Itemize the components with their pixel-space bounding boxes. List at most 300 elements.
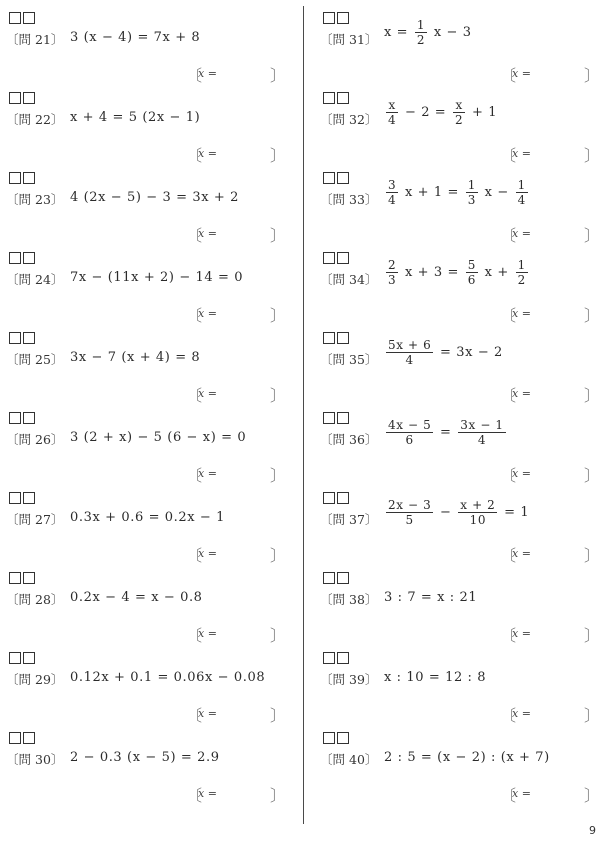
- answer-bracket-close: 〕: [269, 146, 286, 165]
- checkbox-second[interactable]: [337, 92, 349, 104]
- answer-field[interactable]: [500, 785, 600, 805]
- checkbox-first[interactable]: [323, 252, 335, 264]
- bracket-close: 〕: [364, 432, 378, 447]
- answer-bracket-close: 〕: [583, 546, 600, 565]
- check-boxes: [323, 332, 351, 344]
- answer-bracket-close: 〕: [583, 626, 600, 645]
- denominator: 4: [388, 113, 397, 127]
- answer-bracket-open: 〔: [186, 306, 203, 325]
- checkbox-second[interactable]: [23, 92, 35, 104]
- numerator: 3x − 1: [460, 418, 504, 432]
- bracket-open: 〔: [6, 752, 19, 767]
- check-boxes: [9, 492, 37, 504]
- checkbox-second[interactable]: [337, 252, 349, 264]
- fraction: [458, 498, 497, 527]
- equation-term: = 3x − 2: [435, 345, 503, 360]
- answer-bracket-close: 〕: [269, 466, 286, 485]
- problem-label: 問 32: [332, 112, 365, 127]
- checkbox-second[interactable]: [337, 12, 349, 24]
- checkbox-first[interactable]: [323, 332, 335, 344]
- problem-number: [320, 430, 377, 448]
- problem-number: [6, 270, 63, 288]
- equation-term: x + 3 =: [400, 265, 464, 280]
- answer-bracket-open: 〔: [500, 626, 517, 645]
- bracket-open: 〔: [6, 672, 19, 687]
- checkbox-first[interactable]: [323, 572, 335, 584]
- checkbox-first[interactable]: [9, 172, 21, 184]
- equation-term: x −: [479, 185, 514, 200]
- bracket-close: 〕: [364, 192, 378, 207]
- bracket-close: 〕: [364, 512, 378, 527]
- problem-number: [320, 510, 377, 528]
- check-boxes: [323, 412, 351, 424]
- problem-number: [320, 670, 377, 688]
- problem-label: 問 40: [332, 752, 365, 767]
- problem-label: 問 37: [332, 512, 365, 527]
- checkbox-first[interactable]: [9, 12, 21, 24]
- equation-term: −: [435, 505, 457, 520]
- problem-label: 問 25: [18, 352, 51, 367]
- check-boxes: [9, 332, 37, 344]
- answer-bracket-close: 〕: [583, 706, 600, 725]
- answer-bracket-close: 〕: [269, 786, 286, 805]
- denominator: 4: [517, 193, 526, 207]
- checkbox-second[interactable]: [337, 492, 349, 504]
- bracket-close: 〕: [50, 352, 64, 367]
- checkbox-first[interactable]: [9, 252, 21, 264]
- answer-bracket-close: 〕: [269, 626, 286, 645]
- checkbox-first[interactable]: [323, 12, 335, 24]
- problem-label: 問 35: [332, 352, 365, 367]
- fraction: [458, 418, 505, 447]
- bracket-open: 〔: [320, 272, 333, 287]
- equation-term: x : 10 = 12 : 8: [384, 670, 487, 685]
- bracket-open: 〔: [320, 672, 333, 687]
- answer-variable: x =: [512, 787, 531, 800]
- numerator: 2: [388, 258, 397, 272]
- problem-item: [320, 330, 610, 410]
- problem-number: [320, 750, 377, 768]
- problem-item: [320, 410, 610, 490]
- answer-field[interactable]: [186, 625, 286, 645]
- check-boxes: [9, 412, 37, 424]
- problem-item: [6, 330, 296, 410]
- bracket-close: 〕: [50, 272, 64, 287]
- equation: 3 (x − 4) = 7x + 8: [70, 30, 201, 45]
- checkbox-second[interactable]: [337, 652, 349, 664]
- bracket-close: 〕: [364, 32, 378, 47]
- problem-item: [6, 730, 296, 810]
- answer-variable: x =: [198, 307, 217, 320]
- answer-bracket-close: 〕: [269, 546, 286, 565]
- answer-variable: x =: [198, 227, 217, 240]
- problem-label: 問 26: [18, 432, 51, 447]
- denominator: 3: [388, 273, 397, 287]
- equation: x + 4 = 5 (2x − 1): [70, 110, 201, 125]
- numerator: 1: [416, 18, 426, 32]
- equation: 0.2x − 4 = x − 0.8: [70, 590, 203, 605]
- answer-bracket-open: 〔: [186, 66, 203, 85]
- denominator: 4: [388, 193, 397, 207]
- answer-bracket-open: 〔: [186, 146, 203, 165]
- equation-term: = 1: [499, 505, 530, 520]
- page-number: 9: [589, 824, 596, 837]
- bracket-close: 〕: [364, 272, 378, 287]
- answer-field[interactable]: [500, 465, 600, 485]
- bracket-open: 〔: [320, 192, 333, 207]
- equation: 2 − 0.3 (x − 5) = 2.9: [70, 750, 220, 765]
- equation-term: x − 3: [429, 25, 472, 40]
- checkbox-first[interactable]: [9, 572, 21, 584]
- bracket-close: 〕: [50, 512, 64, 527]
- answer-bracket-close: 〕: [583, 226, 600, 245]
- bracket-open: 〔: [6, 32, 19, 47]
- problem-label: 問 34: [332, 272, 365, 287]
- problem-item: [6, 10, 296, 90]
- fraction: [453, 98, 465, 127]
- answer-field[interactable]: [500, 705, 600, 725]
- numerator: 5: [467, 258, 476, 272]
- checkbox-first[interactable]: [323, 412, 335, 424]
- checkbox-first[interactable]: [323, 492, 335, 504]
- fraction: [516, 258, 528, 287]
- answer-variable: x =: [512, 467, 531, 480]
- numerator: x + 2: [460, 498, 496, 512]
- answer-bracket-close: 〕: [269, 306, 286, 325]
- checkbox-second[interactable]: [337, 332, 349, 344]
- answer-field[interactable]: [500, 65, 600, 85]
- column-divider: [303, 6, 304, 824]
- problem-number: [320, 590, 377, 608]
- checkbox-second[interactable]: [23, 732, 35, 744]
- bracket-close: 〕: [364, 752, 378, 767]
- answer-bracket-open: 〔: [500, 546, 517, 565]
- problem-item: [6, 410, 296, 490]
- problem-label: 問 33: [332, 192, 365, 207]
- answer-field[interactable]: [186, 145, 286, 165]
- answer-variable: x =: [512, 627, 531, 640]
- answer-variable: x =: [198, 627, 217, 640]
- check-boxes: [9, 12, 37, 24]
- checkbox-first[interactable]: [323, 732, 335, 744]
- problem-number: [6, 190, 63, 208]
- problem-label: 問 31: [332, 32, 365, 47]
- problem-number: [320, 350, 377, 368]
- checkbox-first[interactable]: [323, 172, 335, 184]
- problem-label: 問 28: [18, 592, 51, 607]
- checkbox-second[interactable]: [337, 172, 349, 184]
- answer-bracket-close: 〕: [583, 466, 600, 485]
- answer-bracket-open: 〔: [500, 386, 517, 405]
- denominator: 2: [416, 33, 426, 47]
- checkbox-second[interactable]: [337, 572, 349, 584]
- problem-number: [6, 670, 63, 688]
- fraction: [386, 338, 433, 367]
- equation: [384, 178, 530, 207]
- numerator: x: [388, 98, 396, 112]
- problem-label: 問 29: [18, 672, 51, 687]
- answer-bracket-open: 〔: [500, 66, 517, 85]
- answer-bracket-open: 〔: [186, 386, 203, 405]
- problem-label: 問 38: [332, 592, 365, 607]
- problem-item: [320, 10, 610, 90]
- problem-item: [6, 170, 296, 250]
- answer-variable: x =: [512, 307, 531, 320]
- equation-term: 2 : 5 = (x − 2) : (x + 7): [384, 750, 550, 765]
- equation: 4 (2x − 5) − 3 = 3x + 2: [70, 190, 239, 205]
- problem-label: 問 30: [18, 752, 51, 767]
- problem-item: [320, 170, 610, 250]
- bracket-close: 〕: [50, 112, 64, 127]
- problem-label: 問 21: [18, 32, 51, 47]
- equation: [384, 258, 530, 287]
- problem-item: [320, 730, 610, 810]
- problem-number: [6, 510, 63, 528]
- numerator: x: [455, 98, 463, 112]
- problem-number: [320, 190, 377, 208]
- checkbox-second[interactable]: [337, 412, 349, 424]
- problem-number: [6, 430, 63, 448]
- equation: 3 (2 + x) − 5 (6 − x) = 0: [70, 430, 247, 445]
- answer-bracket-close: 〕: [583, 146, 600, 165]
- answer-bracket-open: 〔: [500, 146, 517, 165]
- bracket-open: 〔: [6, 512, 19, 527]
- denominator: 6: [467, 273, 476, 287]
- equation: 0.3x + 0.6 = 0.2x − 1: [70, 510, 226, 525]
- check-boxes: [323, 572, 351, 584]
- denominator: 2: [517, 273, 526, 287]
- denominator: 10: [469, 513, 487, 527]
- checkbox-second[interactable]: [23, 492, 35, 504]
- fraction: [516, 178, 528, 207]
- answer-bracket-close: 〕: [583, 306, 600, 325]
- answer-variable: x =: [512, 547, 531, 560]
- problem-label: 問 23: [18, 192, 51, 207]
- denominator: 6: [405, 433, 414, 447]
- bracket-close: 〕: [50, 432, 64, 447]
- equation: [384, 18, 472, 47]
- answer-bracket-open: 〔: [186, 626, 203, 645]
- bracket-close: 〕: [50, 592, 64, 607]
- answer-variable: x =: [512, 227, 531, 240]
- answer-variable: x =: [198, 467, 217, 480]
- problem-item: [6, 490, 296, 570]
- fraction: [466, 258, 478, 287]
- equation-term: x + 1 =: [400, 185, 464, 200]
- answer-field[interactable]: [186, 305, 286, 325]
- answer-variable: x =: [512, 387, 531, 400]
- numerator: 4x − 5: [388, 418, 432, 432]
- problem-item: [6, 570, 296, 650]
- problem-item: [320, 490, 610, 570]
- answer-bracket-open: 〔: [500, 706, 517, 725]
- answer-variable: x =: [512, 67, 531, 80]
- checkbox-second[interactable]: [23, 572, 35, 584]
- check-boxes: [9, 92, 37, 104]
- equation-term: − 2 =: [400, 105, 452, 120]
- equation: [384, 670, 486, 685]
- bracket-open: 〔: [320, 32, 333, 47]
- bracket-close: 〕: [50, 32, 64, 47]
- denominator: 2: [455, 113, 464, 127]
- answer-bracket-close: 〕: [269, 66, 286, 85]
- answer-variable: x =: [198, 547, 217, 560]
- problem-number: [6, 30, 63, 48]
- answer-bracket-open: 〔: [500, 226, 517, 245]
- bracket-close: 〕: [364, 352, 378, 367]
- answer-field[interactable]: [500, 305, 600, 325]
- answer-variable: x =: [198, 147, 217, 160]
- problem-item: [6, 650, 296, 730]
- bracket-open: 〔: [6, 592, 19, 607]
- denominator: 4: [405, 353, 414, 367]
- answer-field[interactable]: [500, 625, 600, 645]
- checkbox-second[interactable]: [23, 172, 35, 184]
- answer-variable: x =: [198, 707, 217, 720]
- answer-bracket-close: 〕: [583, 66, 600, 85]
- numerator: 3: [388, 178, 397, 192]
- check-boxes: [323, 172, 351, 184]
- checkbox-second[interactable]: [337, 732, 349, 744]
- problem-item: [320, 250, 610, 330]
- checkbox-first[interactable]: [323, 652, 335, 664]
- denominator: 4: [477, 433, 487, 447]
- checkbox-first[interactable]: [323, 92, 335, 104]
- answer-bracket-open: 〔: [186, 706, 203, 725]
- problem-number: [6, 590, 63, 608]
- answer-field[interactable]: [186, 65, 286, 85]
- problem-item: [320, 650, 610, 730]
- problem-item: [6, 90, 296, 170]
- bracket-open: 〔: [320, 112, 333, 127]
- bracket-open: 〔: [320, 752, 333, 767]
- answer-variable: x =: [198, 387, 217, 400]
- checkbox-second[interactable]: [23, 652, 35, 664]
- checkbox-first[interactable]: [9, 652, 21, 664]
- checkbox-second[interactable]: [23, 252, 35, 264]
- problem-label: 問 39: [332, 672, 365, 687]
- fraction: [386, 418, 433, 447]
- answer-variable: x =: [512, 707, 531, 720]
- check-boxes: [9, 172, 37, 184]
- denominator: 3: [467, 193, 476, 207]
- answer-bracket-open: 〔: [500, 786, 517, 805]
- check-boxes: [9, 732, 37, 744]
- fraction: [386, 498, 433, 527]
- equation-term: x +: [479, 265, 514, 280]
- checkbox-first[interactable]: [9, 92, 21, 104]
- bracket-open: 〔: [320, 512, 333, 527]
- equation: [384, 750, 550, 765]
- answer-field[interactable]: [500, 545, 600, 565]
- answer-field[interactable]: [186, 705, 286, 725]
- bracket-open: 〔: [320, 432, 333, 447]
- fraction: [386, 178, 398, 207]
- check-boxes: [323, 732, 351, 744]
- answer-bracket-close: 〕: [269, 706, 286, 725]
- answer-bracket-open: 〔: [186, 466, 203, 485]
- bracket-close: 〕: [364, 592, 378, 607]
- bracket-close: 〕: [364, 672, 378, 687]
- checkbox-first[interactable]: [9, 492, 21, 504]
- check-boxes: [323, 492, 351, 504]
- equation: [384, 590, 477, 605]
- answer-field[interactable]: [186, 545, 286, 565]
- bracket-open: 〔: [6, 272, 19, 287]
- answer-field[interactable]: [500, 225, 600, 245]
- equation: 3x − 7 (x + 4) = 8: [70, 350, 201, 365]
- checkbox-second[interactable]: [23, 412, 35, 424]
- equation-term: =: [435, 425, 457, 440]
- check-boxes: [323, 12, 351, 24]
- fraction: [386, 98, 398, 127]
- problem-number: [320, 110, 377, 128]
- equation-term: + 1: [467, 105, 498, 120]
- checkbox-second[interactable]: [23, 12, 35, 24]
- bracket-open: 〔: [320, 352, 333, 367]
- problem-number: [6, 110, 63, 128]
- answer-bracket-open: 〔: [186, 546, 203, 565]
- equation: [384, 418, 508, 447]
- equation-term: x =: [384, 25, 413, 40]
- answer-field[interactable]: [500, 385, 600, 405]
- equation-term: 3 : 7 = x : 21: [384, 590, 478, 605]
- check-boxes: [323, 252, 351, 264]
- bracket-close: 〕: [50, 192, 64, 207]
- problem-label: 問 27: [18, 512, 51, 527]
- answer-field[interactable]: [500, 145, 600, 165]
- answer-field[interactable]: [186, 225, 286, 245]
- answer-bracket-open: 〔: [500, 466, 517, 485]
- problem-number: [6, 350, 63, 368]
- equation: [384, 338, 503, 367]
- checkbox-first[interactable]: [9, 732, 21, 744]
- problem-label: 問 22: [18, 112, 51, 127]
- problem-item: [320, 90, 610, 170]
- fraction: [466, 178, 478, 207]
- bracket-close: 〕: [364, 112, 378, 127]
- problem-item: [320, 570, 610, 650]
- answer-field[interactable]: [186, 385, 286, 405]
- answer-variable: x =: [198, 787, 217, 800]
- check-boxes: [323, 92, 351, 104]
- bracket-open: 〔: [6, 432, 19, 447]
- problem-number: [6, 750, 63, 768]
- answer-variable: x =: [198, 67, 217, 80]
- bracket-open: 〔: [6, 192, 19, 207]
- checkbox-first[interactable]: [9, 412, 21, 424]
- equation: 0.12x + 0.1 = 0.06x − 0.08: [70, 670, 266, 685]
- bracket-open: 〔: [6, 112, 19, 127]
- bracket-open: 〔: [320, 592, 333, 607]
- problem-number: [320, 270, 377, 288]
- check-boxes: [9, 652, 37, 664]
- answer-bracket-open: 〔: [500, 306, 517, 325]
- bracket-close: 〕: [50, 752, 64, 767]
- answer-bracket-close: 〕: [269, 386, 286, 405]
- problem-item: [6, 250, 296, 330]
- checkbox-second[interactable]: [23, 332, 35, 344]
- checkbox-first[interactable]: [9, 332, 21, 344]
- answer-bracket-close: 〕: [583, 386, 600, 405]
- check-boxes: [9, 572, 37, 584]
- numerator: 5x + 6: [388, 338, 432, 352]
- answer-bracket-open: 〔: [186, 786, 203, 805]
- fraction: [386, 258, 398, 287]
- answer-field[interactable]: [186, 785, 286, 805]
- answer-variable: x =: [512, 147, 531, 160]
- answer-field[interactable]: [186, 465, 286, 485]
